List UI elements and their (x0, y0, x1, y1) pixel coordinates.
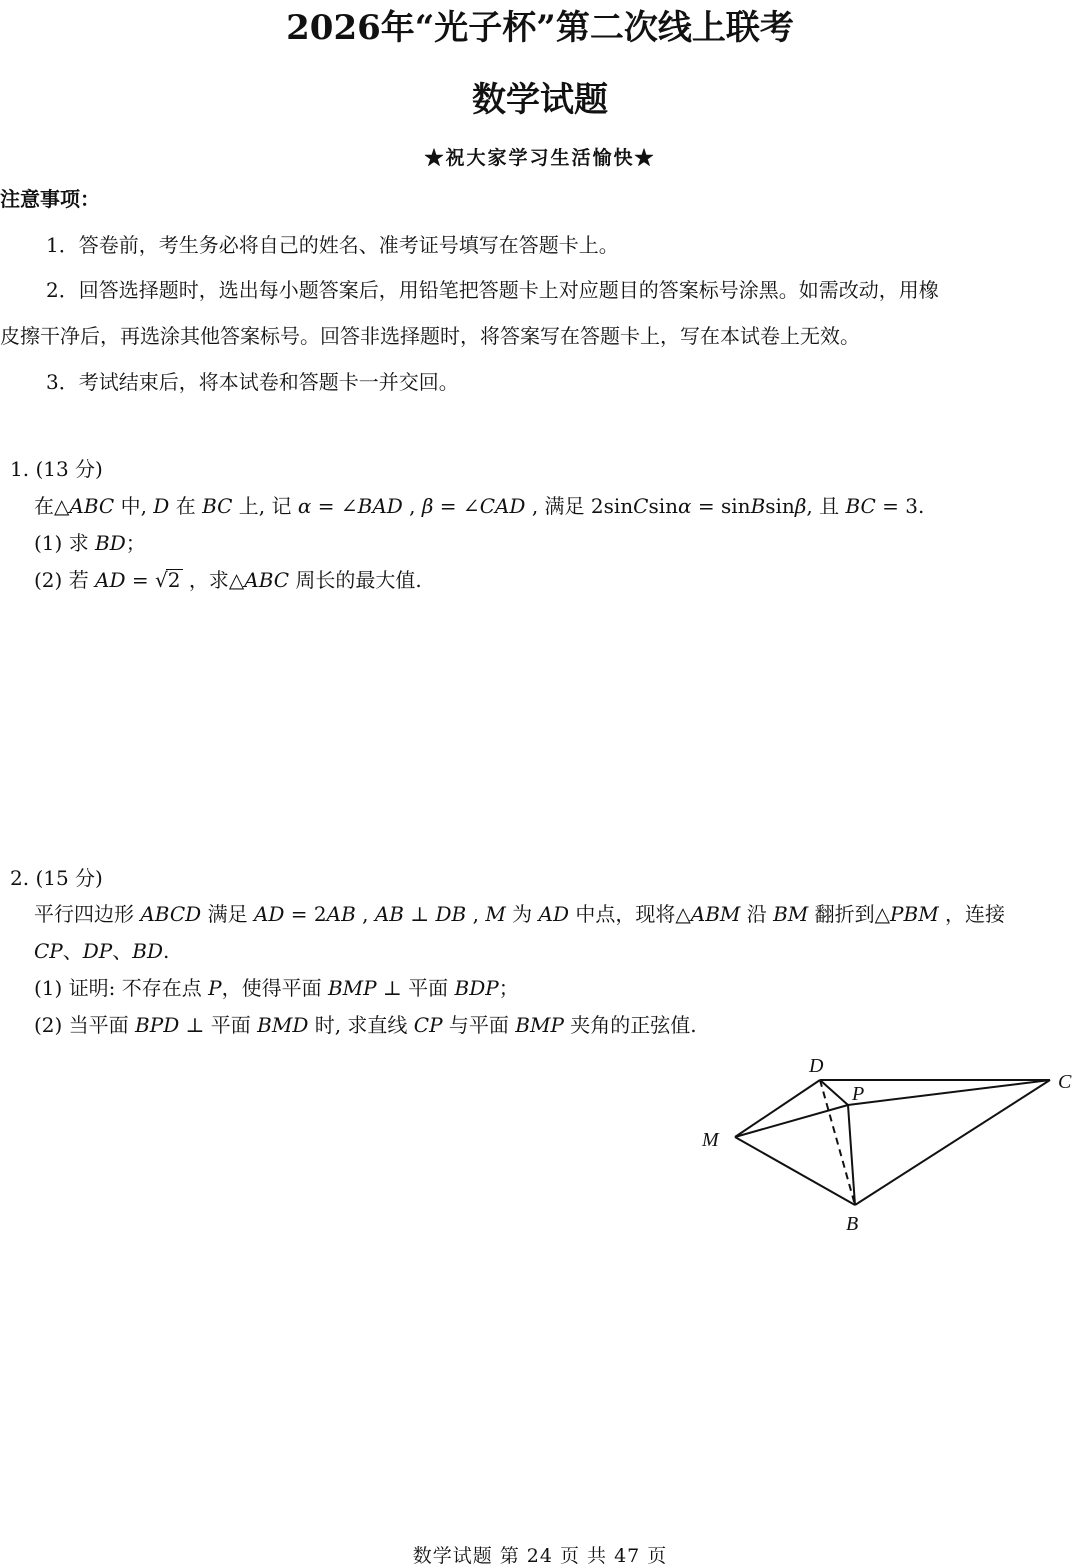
label-d: D (809, 1055, 824, 1077)
subject-title: 数学试题 (472, 80, 608, 120)
label-b: B (846, 1213, 859, 1235)
notice-item-1: 1．答卷前，考生务必将自己的姓名、准考证号填写在答题卡上。 (46, 233, 619, 257)
label-p: P (852, 1083, 865, 1105)
notice-item-3: 3．考试结束后，将本试卷和答题卡一并交回。 (46, 370, 459, 394)
edge-pc (848, 1080, 1050, 1105)
q1-part-1: (1) 求 BD； (34, 531, 146, 555)
q2-stem-line-1: 平行四边形 ABCD 满足 AD = 2AB , AB ⊥ DB , M 为 AD 中点，现将△ABM 沿 BM 翻折到△PBM ，连接 (34, 902, 1006, 926)
notice-heading: 注意事项： (0, 187, 100, 211)
label-c: C (1058, 1071, 1072, 1093)
q1-header: 1. (13 分) (10, 457, 103, 481)
edge-cb (855, 1080, 1050, 1205)
motto: ★祝大家学习生活愉快★ (424, 147, 656, 169)
label-m: M (702, 1129, 719, 1151)
exam-title: 2026年“光子杯”第二次线上联考 (286, 8, 794, 48)
notice-item-2-line-2: 皮擦干净后，再选涂其他答案标号。回答非选择题时，将答案写在答题卡上，写在本试卷上无效。 (0, 324, 860, 348)
q2-part-2: (2) 当平面 BPD ⊥ 平面 BMD 时, 求直线 CP 与平面 BMP 夹角的正弦值. (34, 1013, 697, 1037)
edge-md (735, 1080, 820, 1137)
sqrt-symbol: √ (155, 568, 168, 592)
notice-item-2-line-1: 2．回答选择题时，选出每小题答案后，用铅笔把答题卡上对应题目的答案标号涂黑。如需改动，用橡 (46, 278, 939, 302)
page-footer: 数学试题 第 24 页 共 47 页 (412, 1545, 668, 1567)
q2-header: 2. (15 分) (10, 866, 103, 890)
q2-part-1: (1) 证明: 不存在点 P，使得平面 BMP ⊥ 平面 BDP； (34, 976, 519, 1000)
q2-stem-line-2: CP、DP、BD. (34, 939, 170, 963)
sqrt-radicand: 2 (167, 568, 181, 592)
q1-part-2: (2) 若 AD = √2 ，求△ABC 周长的最大值. (34, 568, 422, 592)
edge-bm (735, 1137, 855, 1205)
q1-stem: 在△ABC 中, D 在 BC 上, 记 α = ∠BAD , β = ∠CAD , 满足 2sinCsinα = sinBsinβ, 且 BC = 3. (34, 494, 925, 518)
